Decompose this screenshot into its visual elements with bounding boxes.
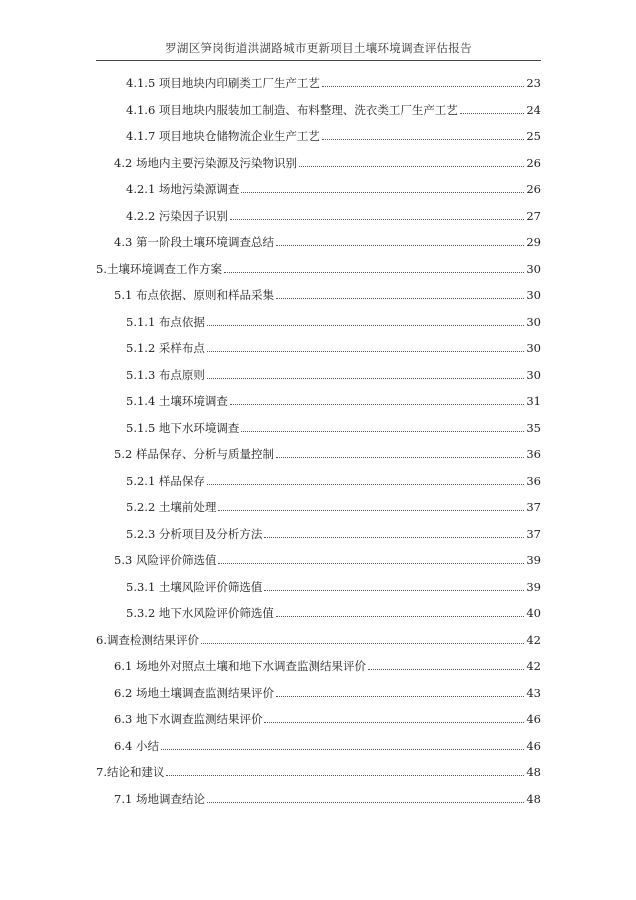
toc-entry-page-number: 31 <box>526 394 541 408</box>
toc-entry-page-number: 37 <box>526 526 541 541</box>
toc-entry-label: 5.1.1 布点依据 <box>126 314 205 329</box>
toc-entry-page-number: 30 <box>526 261 541 276</box>
toc-entry[interactable] <box>96 551 541 567</box>
dot-leader <box>264 537 524 538</box>
dot-leader <box>299 166 524 167</box>
dot-leader <box>161 749 524 750</box>
toc-entry-page-number: 36 <box>526 473 541 488</box>
toc-entry-label: 4.2.1 场地污染源调查 <box>126 182 240 196</box>
toc-entry-page-number: 36 <box>526 447 541 461</box>
toc-entry-label: 4.1.6 项目地块内服装加工制造、布料整理、洗衣类工厂生产工艺 <box>126 102 458 117</box>
dot-leader <box>276 616 524 617</box>
toc-entry[interactable] <box>96 366 541 382</box>
toc-entry[interactable] <box>96 657 541 673</box>
toc-entry-page-number: 46 <box>526 738 541 753</box>
toc-entry-page-number: 24 <box>526 102 541 117</box>
toc-entry[interactable] <box>96 710 541 726</box>
toc-entry[interactable] <box>96 684 541 700</box>
toc-entry-label: 5.3 风险评价筛选值 <box>114 553 217 567</box>
toc-entry[interactable] <box>96 419 541 435</box>
dot-leader <box>166 775 524 776</box>
toc-entry-label: 4.2.2 污染因子识别 <box>126 208 228 223</box>
toc-entry-page-number: 46 <box>526 712 541 726</box>
toc-entry-label: 4.1.5 项目地块内印刷类工厂生产工艺 <box>126 76 320 90</box>
dot-leader <box>201 643 524 644</box>
dot-leader <box>207 484 524 485</box>
toc-entry-page-number: 30 <box>526 341 541 355</box>
toc-entry-label: 6.3 地下水调查监测结果评价 <box>114 712 263 726</box>
toc-entry[interactable] <box>96 313 541 329</box>
toc-entry-page-number: 35 <box>526 420 541 435</box>
dot-leader <box>207 325 524 326</box>
dot-leader <box>224 272 524 273</box>
toc-entry-page-number: 30 <box>526 288 541 302</box>
toc-entry-label: 5.1.2 采样布点 <box>126 341 205 355</box>
toc-entry-page-number: 40 <box>526 606 541 620</box>
toc-entry-label: 4.1.7 项目地块仓储物流企业生产工艺 <box>126 129 320 143</box>
toc-entry-page-number: 27 <box>526 208 541 223</box>
toc-entry[interactable] <box>96 207 541 223</box>
toc-entry-label: 4.2 场地内主要污染源及污染物识别 <box>114 155 297 170</box>
toc-entry[interactable] <box>96 763 541 779</box>
toc-entry-page-number: 42 <box>526 632 541 647</box>
dot-leader <box>218 510 524 511</box>
toc-entry-page-number: 29 <box>526 235 541 249</box>
toc-entry-page-number: 26 <box>526 155 541 170</box>
toc-entry-page-number: 30 <box>526 367 541 382</box>
toc-entry[interactable] <box>96 180 541 196</box>
toc-entry-label: 5.2 样品保存、分析与质量控制 <box>114 447 274 461</box>
dot-leader <box>207 802 524 803</box>
toc-entry-label: 5.1.3 布点原则 <box>126 367 205 382</box>
toc-entry[interactable] <box>96 339 541 355</box>
toc-entry-label: 6.调查检测结果评价 <box>96 632 199 647</box>
toc-entry-page-number: 37 <box>526 500 541 514</box>
toc-entry[interactable] <box>96 498 541 514</box>
toc-entry-label: 5.土壤环境调查工作方案 <box>96 261 222 276</box>
dot-leader <box>322 139 524 140</box>
toc-entry-page-number: 48 <box>526 791 541 806</box>
toc-entry[interactable] <box>96 233 541 249</box>
toc-entry-label: 7.1 场地调查结论 <box>114 791 205 806</box>
toc-entry-label: 5.1.5 地下水环境调查 <box>126 420 240 435</box>
toc-entry-label: 5.3.2 地下水风险评价筛选值 <box>126 606 274 620</box>
dot-leader <box>264 722 524 723</box>
toc-entry-label: 6.4 小结 <box>114 738 159 753</box>
toc-entry[interactable] <box>96 445 541 461</box>
dot-leader <box>207 351 524 352</box>
dot-leader <box>460 113 524 114</box>
dot-leader <box>241 192 524 193</box>
toc-entry-page-number: 39 <box>526 553 541 567</box>
toc-entry[interactable] <box>96 631 541 647</box>
dot-leader <box>230 404 524 405</box>
page-header <box>96 40 541 61</box>
toc-entry[interactable] <box>96 578 541 594</box>
toc-entry[interactable] <box>96 260 541 276</box>
toc-entry-label: 5.1 布点依据、原则和样品采集 <box>114 288 274 302</box>
dot-leader <box>218 563 524 564</box>
toc-entry-label: 5.2.1 样品保存 <box>126 473 205 488</box>
toc-entry[interactable] <box>96 790 541 806</box>
toc-entry[interactable] <box>96 392 541 408</box>
toc-entry-label: 5.2.3 分析项目及分析方法 <box>126 526 263 541</box>
toc-entry-page-number: 48 <box>526 765 541 779</box>
toc-entry[interactable] <box>96 286 541 302</box>
dot-leader <box>368 669 524 670</box>
dot-leader <box>322 86 524 87</box>
toc-entry-label: 4.3 第一阶段土壤环境调查总结 <box>114 235 274 249</box>
toc-entry-label: 5.1.4 土壤环境调查 <box>126 394 228 408</box>
dot-leader <box>230 219 524 220</box>
toc-entry-page-number: 23 <box>526 76 541 90</box>
toc-entry-page-number: 30 <box>526 314 541 329</box>
toc-entry[interactable] <box>96 472 541 488</box>
toc-entry-label: 6.2 场地土壤调查监测结果评价 <box>114 685 274 700</box>
toc-entry[interactable] <box>96 525 541 541</box>
dot-leader <box>276 696 524 697</box>
dot-leader <box>207 378 524 379</box>
toc-entry-page-number: 25 <box>526 129 541 143</box>
toc-entry-page-number: 26 <box>526 182 541 196</box>
toc-entry-page-number: 43 <box>526 685 541 700</box>
toc-entry-page-number: 42 <box>526 659 541 673</box>
header-title: 罗湖区笋岗街道洪湖路城市更新项目土壤环境调查评估报告 <box>165 41 472 55</box>
toc-entry-label: 6.1 场地外对照点土壤和地下水调查监测结果评价 <box>114 659 366 673</box>
toc-entry[interactable] <box>96 74 541 90</box>
toc-entry[interactable] <box>96 737 541 753</box>
toc-entry[interactable] <box>96 127 541 143</box>
toc-entry[interactable] <box>96 604 541 620</box>
toc-entry-page-number: 39 <box>526 579 541 594</box>
toc-entry[interactable] <box>96 101 541 117</box>
dot-leader <box>241 431 524 432</box>
dot-leader <box>276 298 524 299</box>
toc-entry-label: 5.3.1 土壤风险评价筛选值 <box>126 579 263 594</box>
dot-leader <box>276 457 524 458</box>
toc-entry[interactable] <box>96 154 541 170</box>
dot-leader <box>264 590 524 591</box>
dot-leader <box>276 245 524 246</box>
toc-entry-label: 7.结论和建议 <box>96 765 165 779</box>
toc-entry-label: 5.2.2 土壤前处理 <box>126 500 217 514</box>
